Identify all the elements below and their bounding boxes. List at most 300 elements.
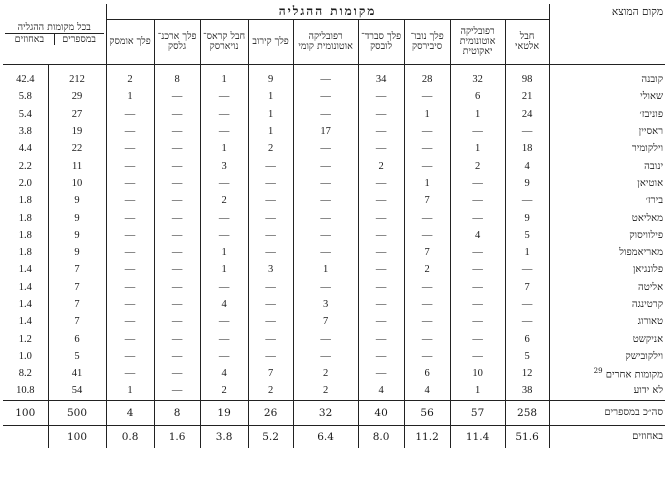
cell-all_pct: 8.2 bbox=[3, 365, 48, 382]
cell-all_pct: 1.2 bbox=[3, 330, 48, 347]
cell-yakutia: — bbox=[450, 348, 505, 365]
cell-all_num: 6 bbox=[48, 330, 106, 347]
cell-omsk: 0.8 bbox=[106, 425, 154, 448]
cell-novosibirsk: — bbox=[404, 140, 450, 157]
cell-novosibirsk: 4 bbox=[404, 382, 450, 400]
cell-all_num: 10 bbox=[48, 175, 106, 192]
cell-arkhangelsk: — bbox=[154, 261, 200, 278]
cell-yakutia: 10 bbox=[450, 365, 505, 382]
cell-all_num: 5 bbox=[48, 348, 106, 365]
cell-yakutia: 1 bbox=[450, 140, 505, 157]
cell-yakutia: — bbox=[450, 313, 505, 330]
cell-omsk: 1 bbox=[106, 88, 154, 105]
cell-novosibirsk: — bbox=[404, 123, 450, 140]
cell-sverdlovsk: 40 bbox=[358, 400, 404, 425]
cell-novosibirsk: 1 bbox=[404, 175, 450, 192]
cell-omsk: — bbox=[106, 261, 154, 278]
origin-name bbox=[549, 106, 665, 123]
table-row bbox=[3, 140, 665, 157]
cell-arkhangelsk: — bbox=[154, 279, 200, 296]
cell-altai: 9 bbox=[505, 209, 549, 226]
origin-name bbox=[549, 175, 665, 192]
cell-krasnoyarsk: 1 bbox=[200, 140, 248, 157]
cell-all_num: 9 bbox=[48, 227, 106, 244]
col-header-arkhangelsk: פלך ארכנ־ גלסק bbox=[154, 20, 200, 65]
cell-kirov: 9 bbox=[248, 65, 293, 89]
cell-arkhangelsk: — bbox=[154, 88, 200, 105]
cell-all_num: 41 bbox=[48, 365, 106, 382]
table-row bbox=[3, 192, 665, 209]
cell-altai: 98 bbox=[505, 65, 549, 89]
origin-name bbox=[549, 209, 665, 226]
origin-column-header: מקום המוצא bbox=[611, 5, 664, 18]
cell-komi: — bbox=[293, 106, 358, 123]
cell-altai: 12 bbox=[505, 365, 549, 382]
origin-name-text: קרטינגה bbox=[631, 299, 664, 310]
cell-komi: — bbox=[293, 279, 358, 296]
table-row bbox=[3, 106, 665, 123]
cell-all_pct: 1.4 bbox=[3, 296, 48, 313]
cell-omsk: — bbox=[106, 140, 154, 157]
col-header-novosibirsk: פלך נובו־ סיבירסק bbox=[404, 20, 450, 65]
origin-name bbox=[549, 382, 665, 400]
origin-name-text: באחוזים bbox=[632, 431, 664, 443]
cell-komi: 6.4 bbox=[293, 425, 358, 448]
cell-altai: 5 bbox=[505, 227, 549, 244]
cell-arkhangelsk: — bbox=[154, 192, 200, 209]
cell-all_pct: 1.8 bbox=[3, 227, 48, 244]
col-header-sverdlovsk: פלך סברד־ לובסק bbox=[358, 20, 404, 65]
cell-kirov: — bbox=[248, 279, 293, 296]
origin-name-text: פלונגיאן bbox=[632, 264, 664, 276]
table-row bbox=[3, 65, 665, 89]
cell-all_pct bbox=[3, 425, 48, 448]
cell-novosibirsk: — bbox=[404, 313, 450, 330]
cell-kirov: — bbox=[248, 244, 293, 261]
cell-sverdlovsk: — bbox=[358, 296, 404, 313]
cell-omsk: — bbox=[106, 365, 154, 382]
cell-krasnoyarsk: 4 bbox=[200, 296, 248, 313]
cell-all_pct: 1.8 bbox=[3, 209, 48, 226]
cell-omsk: — bbox=[106, 175, 154, 192]
cell-komi: 2 bbox=[293, 365, 358, 382]
table-row bbox=[3, 244, 665, 261]
cell-yakutia: 1 bbox=[450, 106, 505, 123]
cell-altai: 5 bbox=[505, 348, 549, 365]
cell-all_num: 54 bbox=[48, 382, 106, 400]
cell-novosibirsk: — bbox=[404, 88, 450, 105]
cell-sverdlovsk: — bbox=[358, 279, 404, 296]
cell-all_pct: 5.4 bbox=[3, 106, 48, 123]
table-row bbox=[3, 313, 665, 330]
cell-arkhangelsk: — bbox=[154, 157, 200, 174]
origin-name bbox=[549, 157, 665, 174]
origin-name-text: פילוויסוק bbox=[629, 229, 664, 241]
cell-altai: 1 bbox=[505, 244, 549, 261]
origin-name-text: אוטיאן bbox=[637, 177, 664, 189]
cell-yakutia: — bbox=[450, 123, 505, 140]
cell-arkhangelsk: — bbox=[154, 140, 200, 157]
cell-komi: — bbox=[293, 227, 358, 244]
cell-yakutia: — bbox=[450, 261, 505, 278]
cell-omsk: — bbox=[106, 244, 154, 261]
cell-komi: 17 bbox=[293, 123, 358, 140]
cell-sverdlovsk: — bbox=[358, 313, 404, 330]
origin-name bbox=[549, 88, 665, 105]
table-row bbox=[3, 209, 665, 226]
cell-kirov: 1 bbox=[248, 88, 293, 105]
origin-name bbox=[549, 227, 665, 244]
cell-krasnoyarsk: 4 bbox=[200, 365, 248, 382]
cell-kirov: 1 bbox=[248, 106, 293, 123]
cell-all_num: 22 bbox=[48, 140, 106, 157]
cell-yakutia: 11.4 bbox=[450, 425, 505, 448]
origin-name-text: מאריאמפול bbox=[619, 247, 664, 259]
origin-name bbox=[549, 192, 665, 209]
cell-arkhangelsk: — bbox=[154, 296, 200, 313]
cell-yakutia: — bbox=[450, 209, 505, 226]
cell-all_num: 27 bbox=[48, 106, 106, 123]
cell-kirov: 7 bbox=[248, 365, 293, 382]
cell-altai: — bbox=[505, 192, 549, 209]
cell-omsk: 4 bbox=[106, 400, 154, 425]
cell-sverdlovsk: — bbox=[358, 261, 404, 278]
cell-sverdlovsk: — bbox=[358, 192, 404, 209]
origin-name bbox=[549, 261, 665, 278]
origin-name-text: ראסיין bbox=[638, 126, 664, 138]
cell-sverdlovsk: — bbox=[358, 244, 404, 261]
cell-sverdlovsk: — bbox=[358, 140, 404, 157]
cell-krasnoyarsk: — bbox=[200, 348, 248, 365]
cell-all_num: 9 bbox=[48, 192, 106, 209]
cell-arkhangelsk: — bbox=[154, 106, 200, 123]
origin-name-text: וילקובישק bbox=[625, 350, 664, 362]
cell-yakutia: 2 bbox=[450, 157, 505, 174]
cell-all_pct: 4.4 bbox=[3, 140, 48, 157]
cell-komi: 2 bbox=[293, 382, 358, 400]
cell-novosibirsk: 11.2 bbox=[404, 425, 450, 448]
cell-sverdlovsk: — bbox=[358, 209, 404, 226]
cell-all_num: 9 bbox=[48, 244, 106, 261]
cell-arkhangelsk: 8 bbox=[154, 65, 200, 89]
cell-krasnoyarsk: 2 bbox=[200, 192, 248, 209]
cell-all_pct: 42.4 bbox=[3, 65, 48, 89]
cell-sverdlovsk: — bbox=[358, 365, 404, 382]
cell-komi: 1 bbox=[293, 261, 358, 278]
cell-komi: — bbox=[293, 244, 358, 261]
cell-komi: 3 bbox=[293, 296, 358, 313]
cell-novosibirsk: 2 bbox=[404, 261, 450, 278]
origin-name-text: קובנה bbox=[641, 74, 664, 86]
table-row bbox=[3, 348, 665, 365]
cell-novosibirsk: 28 bbox=[404, 65, 450, 89]
in-numbers-label: במספרים bbox=[62, 34, 96, 45]
cell-arkhangelsk: — bbox=[154, 365, 200, 382]
cell-all_num: 7 bbox=[48, 313, 106, 330]
cell-altai: 24 bbox=[505, 106, 549, 123]
cell-novosibirsk: — bbox=[404, 279, 450, 296]
cell-yakutia: 32 bbox=[450, 65, 505, 89]
cell-arkhangelsk: 1.6 bbox=[154, 425, 200, 448]
cell-kirov: 2 bbox=[248, 140, 293, 157]
total-row bbox=[3, 400, 665, 425]
cell-omsk: — bbox=[106, 296, 154, 313]
cell-sverdlovsk: — bbox=[358, 227, 404, 244]
cell-novosibirsk: — bbox=[404, 227, 450, 244]
origin-column-spacer bbox=[549, 20, 665, 65]
cell-all_pct: 10.8 bbox=[3, 382, 48, 400]
cell-krasnoyarsk: — bbox=[200, 123, 248, 140]
cell-yakutia: 4 bbox=[450, 227, 505, 244]
cell-kirov: — bbox=[248, 227, 293, 244]
cell-kirov: 3 bbox=[248, 261, 293, 278]
cell-altai: 18 bbox=[505, 140, 549, 157]
origin-name-text: בירז׳ bbox=[645, 195, 664, 207]
table-body bbox=[3, 65, 665, 401]
cell-all_num: 7 bbox=[48, 261, 106, 278]
cell-altai: 4 bbox=[505, 157, 549, 174]
cell-novosibirsk: 56 bbox=[404, 400, 450, 425]
cell-yakutia: — bbox=[450, 279, 505, 296]
cell-krasnoyarsk: 1 bbox=[200, 244, 248, 261]
table-row bbox=[3, 88, 665, 105]
origin-name-text: מקומות אחרים bbox=[605, 369, 664, 381]
cell-kirov: 26 bbox=[248, 400, 293, 425]
footnote-marker: 29 bbox=[593, 367, 603, 376]
cell-kirov: — bbox=[248, 192, 293, 209]
cell-arkhangelsk: — bbox=[154, 348, 200, 365]
cell-kirov: — bbox=[248, 157, 293, 174]
origin-name bbox=[549, 348, 665, 365]
table-row bbox=[3, 261, 665, 278]
cell-altai: — bbox=[505, 261, 549, 278]
cell-krasnoyarsk: 3.8 bbox=[200, 425, 248, 448]
col-header-kirov: פלך קירוב bbox=[248, 20, 293, 65]
cell-komi: — bbox=[293, 175, 358, 192]
cell-all_num: 500 bbox=[48, 400, 106, 425]
cell-komi: 7 bbox=[293, 313, 358, 330]
cell-all_pct: 1.8 bbox=[3, 244, 48, 261]
cell-novosibirsk: 6 bbox=[404, 365, 450, 382]
origin-name bbox=[549, 296, 665, 313]
cell-all_num: 212 bbox=[48, 65, 106, 89]
origin-name bbox=[549, 279, 665, 296]
cell-komi: — bbox=[293, 140, 358, 157]
col-header-altai: חבל אלטאי bbox=[505, 20, 549, 65]
cell-yakutia: — bbox=[450, 244, 505, 261]
cell-omsk: — bbox=[106, 279, 154, 296]
cell-yakutia: 6 bbox=[450, 88, 505, 105]
cell-kirov: — bbox=[248, 348, 293, 365]
origin-name-text: שאולי bbox=[640, 91, 664, 103]
cell-krasnoyarsk: 19 bbox=[200, 400, 248, 425]
cell-krasnoyarsk: — bbox=[200, 106, 248, 123]
cell-komi: — bbox=[293, 209, 358, 226]
cell-novosibirsk: 7 bbox=[404, 192, 450, 209]
cell-komi: — bbox=[293, 348, 358, 365]
origin-name-text: וילקומיר bbox=[631, 143, 664, 155]
cell-novosibirsk: 7 bbox=[404, 244, 450, 261]
cell-omsk: — bbox=[106, 106, 154, 123]
cell-altai: 258 bbox=[505, 400, 549, 425]
cell-yakutia: — bbox=[450, 296, 505, 313]
cell-krasnoyarsk: — bbox=[200, 313, 248, 330]
cell-omsk: — bbox=[106, 192, 154, 209]
cell-yakutia: — bbox=[450, 330, 505, 347]
table-row bbox=[3, 279, 665, 296]
cell-all_num: 11 bbox=[48, 157, 106, 174]
cell-kirov: — bbox=[248, 313, 293, 330]
cell-all_pct: 1.4 bbox=[3, 261, 48, 278]
cell-omsk: — bbox=[106, 330, 154, 347]
origin-name bbox=[549, 140, 665, 157]
table-row bbox=[3, 365, 665, 382]
cell-yakutia: 1 bbox=[450, 382, 505, 400]
table-row bbox=[3, 123, 665, 140]
cell-all_pct: 100 bbox=[3, 400, 48, 425]
cell-arkhangelsk: — bbox=[154, 209, 200, 226]
cell-omsk: 1 bbox=[106, 382, 154, 400]
cell-sverdlovsk: — bbox=[358, 106, 404, 123]
cell-komi: — bbox=[293, 88, 358, 105]
cell-all_num: 100 bbox=[48, 425, 106, 448]
cell-krasnoyarsk: 3 bbox=[200, 157, 248, 174]
cell-sverdlovsk: 2 bbox=[358, 157, 404, 174]
cell-arkhangelsk: — bbox=[154, 244, 200, 261]
table-row bbox=[3, 227, 665, 244]
percent-row bbox=[3, 425, 665, 448]
cell-novosibirsk: — bbox=[404, 296, 450, 313]
cell-sverdlovsk: — bbox=[358, 88, 404, 105]
cell-all_pct: 1.8 bbox=[3, 192, 48, 209]
origin-name-text: פוניבז׳ bbox=[639, 108, 664, 120]
cell-kirov: — bbox=[248, 209, 293, 226]
cell-sverdlovsk: 34 bbox=[358, 65, 404, 89]
cell-arkhangelsk: — bbox=[154, 123, 200, 140]
cell-krasnoyarsk: — bbox=[200, 88, 248, 105]
cell-arkhangelsk: — bbox=[154, 227, 200, 244]
cell-all_num: 7 bbox=[48, 279, 106, 296]
origin-name-text: סה״כ במספרים bbox=[604, 407, 664, 419]
cell-krasnoyarsk: 1 bbox=[200, 65, 248, 89]
cell-krasnoyarsk: — bbox=[200, 209, 248, 226]
places-title: מקומות ההגליה bbox=[106, 4, 549, 20]
cell-komi: — bbox=[293, 65, 358, 89]
cell-all_pct: 2.2 bbox=[3, 157, 48, 174]
cell-altai: 7 bbox=[505, 279, 549, 296]
deportation-table bbox=[3, 4, 665, 448]
cell-kirov: 2 bbox=[248, 382, 293, 400]
cell-all_num: 9 bbox=[48, 209, 106, 226]
cell-sverdlovsk: — bbox=[358, 123, 404, 140]
cell-sverdlovsk: — bbox=[358, 175, 404, 192]
cell-arkhangelsk: — bbox=[154, 330, 200, 347]
cell-arkhangelsk: — bbox=[154, 175, 200, 192]
cell-omsk: — bbox=[106, 157, 154, 174]
cell-sverdlovsk: — bbox=[358, 348, 404, 365]
cell-krasnoyarsk: — bbox=[200, 175, 248, 192]
col-header-komi: רפובליקה אוטונומית קומי bbox=[293, 20, 358, 65]
table-row bbox=[3, 296, 665, 313]
table-row bbox=[3, 382, 665, 400]
origin-name bbox=[549, 425, 665, 448]
cell-omsk: — bbox=[106, 209, 154, 226]
cell-all_pct: 1.4 bbox=[3, 313, 48, 330]
cell-kirov: 5.2 bbox=[248, 425, 293, 448]
cell-kirov: — bbox=[248, 330, 293, 347]
origin-name-text: ינובה bbox=[644, 160, 664, 172]
all-places-header bbox=[3, 4, 106, 65]
all-places-label: בכל מקומות ההגליה bbox=[5, 4, 104, 34]
cell-sverdlovsk: — bbox=[358, 330, 404, 347]
cell-sverdlovsk: 4 bbox=[358, 382, 404, 400]
cell-novosibirsk: — bbox=[404, 157, 450, 174]
origin-name bbox=[549, 365, 665, 382]
cell-krasnoyarsk: 2 bbox=[200, 382, 248, 400]
origin-name bbox=[549, 123, 665, 140]
cell-omsk: — bbox=[106, 123, 154, 140]
cell-altai: 6 bbox=[505, 330, 549, 347]
cell-kirov: — bbox=[248, 296, 293, 313]
cell-altai: 9 bbox=[505, 175, 549, 192]
cell-novosibirsk: — bbox=[404, 348, 450, 365]
cell-omsk: — bbox=[106, 348, 154, 365]
cell-krasnoyarsk: — bbox=[200, 227, 248, 244]
cell-krasnoyarsk: — bbox=[200, 279, 248, 296]
cell-arkhangelsk: — bbox=[154, 382, 200, 400]
table-row bbox=[3, 330, 665, 347]
origin-name-text: אניקשט bbox=[632, 333, 664, 345]
cell-all_pct: 3.8 bbox=[3, 123, 48, 140]
cell-sverdlovsk: 8.0 bbox=[358, 425, 404, 448]
origin-name bbox=[549, 65, 665, 89]
cell-krasnoyarsk: 1 bbox=[200, 261, 248, 278]
cell-altai: 21 bbox=[505, 88, 549, 105]
table-row bbox=[3, 175, 665, 192]
cell-novosibirsk: — bbox=[404, 330, 450, 347]
cell-altai: 38 bbox=[505, 382, 549, 400]
cell-omsk: 2 bbox=[106, 65, 154, 89]
cell-all_pct: 1.0 bbox=[3, 348, 48, 365]
cell-komi: — bbox=[293, 192, 358, 209]
table-row bbox=[3, 157, 665, 174]
cell-yakutia: 57 bbox=[450, 400, 505, 425]
cell-all_pct: 2.0 bbox=[3, 175, 48, 192]
cell-kirov: — bbox=[248, 175, 293, 192]
cell-all_pct: 5.8 bbox=[3, 88, 48, 105]
table-header bbox=[3, 4, 665, 65]
cell-novosibirsk: — bbox=[404, 209, 450, 226]
cell-komi: — bbox=[293, 330, 358, 347]
origin-name-text: מאליאט bbox=[631, 212, 664, 224]
col-header-yakutia: רפובליקה אוטונומית יאקוטית bbox=[450, 20, 505, 65]
cell-all_num: 7 bbox=[48, 296, 106, 313]
cell-omsk: — bbox=[106, 227, 154, 244]
cell-krasnoyarsk: — bbox=[200, 330, 248, 347]
origin-name-text: טאורוג bbox=[637, 316, 664, 328]
origin-name-text: אליטה bbox=[637, 281, 664, 293]
cell-all_num: 29 bbox=[48, 88, 106, 105]
origin-name bbox=[549, 330, 665, 347]
origin-name bbox=[549, 244, 665, 261]
cell-arkhangelsk: 8 bbox=[154, 400, 200, 425]
cell-komi: 32 bbox=[293, 400, 358, 425]
cell-arkhangelsk: — bbox=[154, 313, 200, 330]
cell-altai: 51.6 bbox=[505, 425, 549, 448]
origin-name bbox=[549, 313, 665, 330]
cell-yakutia: — bbox=[450, 192, 505, 209]
col-header-krasnoyarsk: חבל קראס־ נויארסק bbox=[200, 20, 248, 65]
